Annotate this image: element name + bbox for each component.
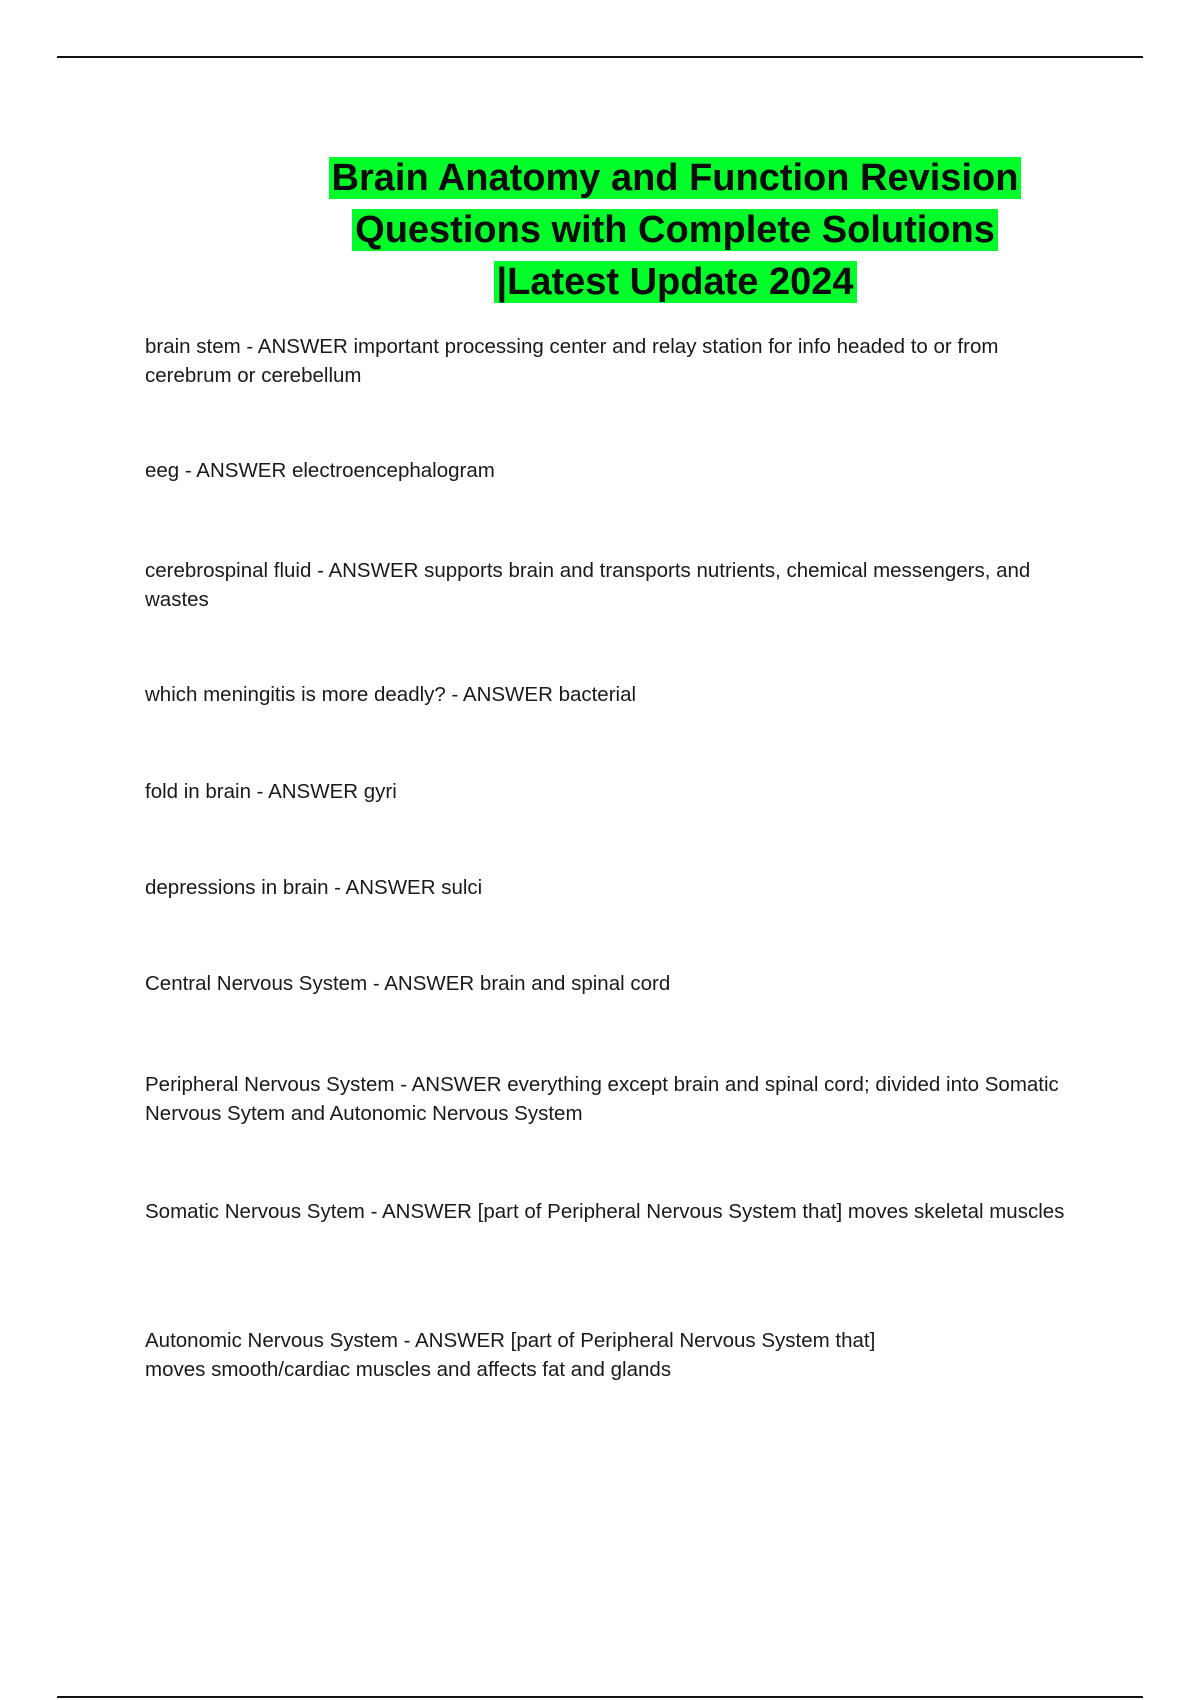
qa-line-1: Autonomic Nervous System - ANSWER [part of Peripheral Nervous System that] xyxy=(145,1329,876,1352)
title-line-3: |Latest Update 2024 xyxy=(300,256,1050,308)
qa-item-autonomic-nervous-system xyxy=(145,1327,1065,1384)
top-horizontal-rule xyxy=(57,56,1143,58)
document-title xyxy=(300,152,1050,308)
qa-item-cerebrospinal-fluid: cerebrospinal fluid - ANSWER supports brain and transports nutrients, chemical messengers, and wastes xyxy=(145,559,1031,611)
qa-item-meningitis: which meningitis is more deadly? - ANSWER bacterial xyxy=(145,683,637,706)
qa-item-depressions-in-brain: depressions in brain - ANSWER sulci xyxy=(145,876,483,899)
title-line-1: Brain Anatomy and Function Revision xyxy=(300,152,1050,204)
qa-item-somatic-nervous-system: Somatic Nervous Sytem - ANSWER [part of Peripheral Nervous System that] moves skeletal muscles xyxy=(145,1200,1065,1223)
qa-item-fold-in-brain: fold in brain - ANSWER gyri xyxy=(145,780,397,803)
qa-item-brain-stem: brain stem - ANSWER important processing center and relay station for info headed to or from cerebrum or cerebellum xyxy=(145,335,999,387)
qa-line-2: moves smooth/cardiac muscles and affects fat and glands xyxy=(145,1357,672,1381)
qa-item-eeg: eeg - ANSWER electroencephalogram xyxy=(145,459,495,482)
qa-item-central-nervous-system: Central Nervous System - ANSWER brain and spinal cord xyxy=(145,972,671,995)
qa-item-peripheral-nervous-system: Peripheral Nervous System - ANSWER everything except brain and spinal cord; divided into Somatic Nervous Sytem and Autonomic Nervous System xyxy=(145,1073,1059,1125)
title-line-2: Questions with Complete Solutions xyxy=(300,204,1050,256)
bottom-horizontal-rule xyxy=(57,1696,1143,1698)
